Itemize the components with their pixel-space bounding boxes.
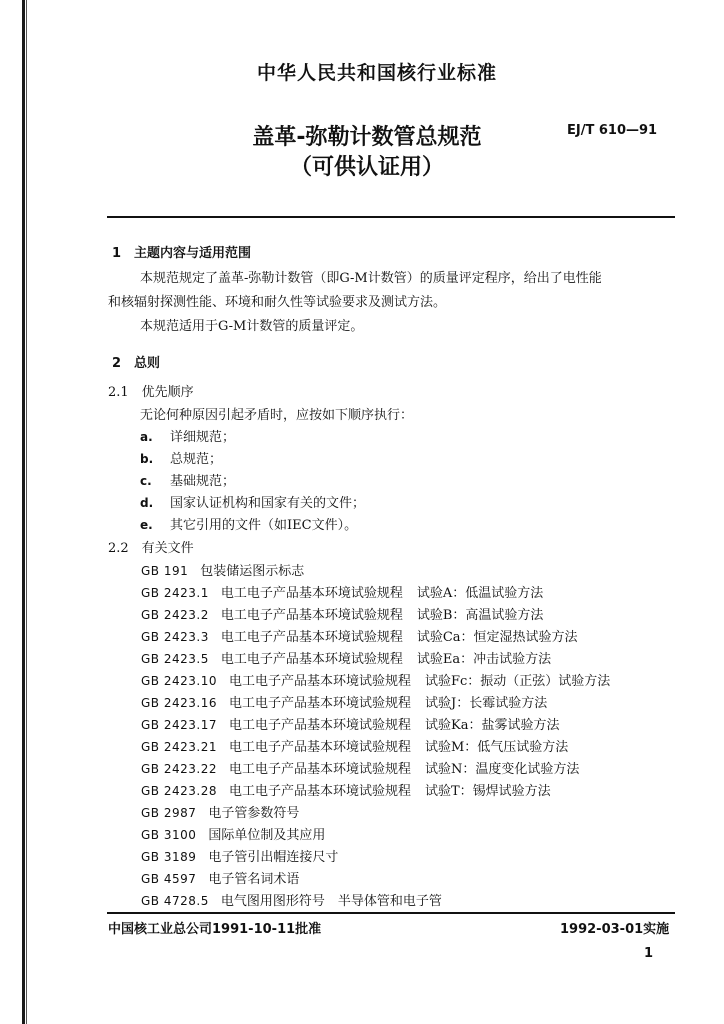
reference-desc: 电工电子产品基本环境试验规程 (228, 718, 411, 733)
reference-row (141, 780, 551, 799)
reference-row (141, 846, 338, 865)
reference-row (141, 582, 543, 601)
list-item (140, 470, 235, 489)
reference-row (141, 626, 578, 645)
reference-code: GB 3189 (141, 850, 197, 864)
reference-code: GB 4728.5 (141, 894, 209, 908)
list-item-text: 其它引用的文件（如IEC文件）。 (170, 518, 358, 533)
reference-code: GB 2423.1 (141, 586, 209, 600)
list-marker: d. (140, 496, 154, 510)
reference-desc: 电子管参数符号 (208, 806, 300, 821)
reference-desc: 电工电子产品基本环境试验规程 (220, 630, 403, 645)
reference-row (141, 560, 304, 579)
reference-desc: 电工电子产品基本环境试验规程 (220, 586, 403, 601)
reference-test: 试验N：温度变化试验方法 (424, 762, 580, 777)
list-item-text: 国家认证机构和国家有关的文件； (170, 496, 366, 511)
reference-code: GB 2423.17 (141, 718, 217, 732)
section-1-para1-line1: 本规范规定了盖革-弥勒计数管（即G-M计数管）的质量评定程序，给出了电性能 (140, 271, 602, 286)
reference-desc: 电工电子产品基本环境试验规程 (228, 784, 411, 799)
reference-row (141, 758, 579, 777)
list-item-text: 总规范； (170, 452, 223, 467)
reference-row (141, 692, 547, 711)
reference-code: GB 2423.3 (141, 630, 209, 644)
reference-desc: 电工电子产品基本环境试验规程 (228, 696, 411, 711)
reference-test: 试验M：低气压试验方法 (424, 740, 569, 755)
reference-row (141, 736, 568, 755)
reference-row (141, 714, 559, 733)
reference-row (141, 824, 325, 843)
reference-row (141, 670, 610, 689)
list-item (140, 492, 365, 511)
footer-rule (107, 912, 675, 914)
reference-desc: 电子管引出帽连接尺寸 (208, 850, 339, 865)
standard-code: EJ/T 610—91 (567, 123, 658, 138)
section-1-heading: 1 主题内容与适用范围 (112, 246, 252, 261)
section-2-1-heading: 2.1 优先顺序 (108, 385, 194, 400)
reference-code: GB 2423.22 (141, 762, 217, 776)
reference-row (141, 604, 543, 623)
reference-test: 试验Ca：恒定湿热试验方法 (416, 630, 578, 645)
reference-code: GB 4597 (141, 872, 197, 886)
list-marker: a. (140, 430, 153, 444)
reference-row (141, 868, 299, 887)
reference-desc: 电工电子产品基本环境试验规程 (228, 740, 411, 755)
reference-row (141, 648, 551, 667)
reference-test: 试验Fc：振动（正弦）试验方法 (424, 674, 611, 689)
reference-row (141, 890, 442, 909)
reference-test: 试验T：锡焊试验方法 (424, 784, 551, 799)
document-title: 盖革-弥勒计数管总规范 (252, 125, 482, 150)
reference-code: GB 3100 (141, 828, 197, 842)
approval-line: 中国核工业总公司1991-10-11批准 (108, 922, 322, 937)
reference-desc: 电工电子产品基本环境试验规程 (228, 674, 411, 689)
page-number: 1 (644, 946, 654, 961)
list-item (140, 426, 235, 445)
reference-test: 试验Ka：盐雾试验方法 (424, 718, 560, 733)
list-marker: c. (140, 474, 152, 488)
reference-code: GB 2423.2 (141, 608, 209, 622)
list-item (140, 448, 222, 467)
document-subtitle: （可供认证用） (289, 155, 444, 180)
reference-desc: 电工电子产品基本环境试验规程 (228, 762, 411, 777)
reference-code: GB 2423.16 (141, 696, 217, 710)
list-item-text: 基础规范； (170, 474, 236, 489)
section-1-para2: 本规范适用于G-M计数管的质量评定。 (140, 319, 364, 334)
reference-test: 试验A：低温试验方法 (416, 586, 544, 601)
reference-desc: 电子管名词术语 (208, 872, 300, 887)
reference-row (141, 802, 299, 821)
list-item-text: 详细规范； (170, 430, 236, 445)
list-item (140, 514, 357, 533)
section-2-heading: 2 总则 (112, 356, 161, 371)
reference-code: GB 2423.5 (141, 652, 209, 666)
list-marker: b. (140, 452, 154, 466)
section-2-2-heading: 2.2 有关文件 (108, 541, 194, 556)
standard-body-heading: 中华人民共和国核行业标准 (256, 62, 497, 84)
reference-code: GB 191 (141, 564, 189, 578)
list-marker: e. (140, 518, 153, 532)
reference-desc: 电工电子产品基本环境试验规程 (220, 652, 403, 667)
section-2-1-intro: 无论何种原因引起矛盾时，应按如下顺序执行： (140, 408, 414, 423)
reference-code: GB 2987 (141, 806, 197, 820)
header-rule (107, 216, 675, 218)
implementation-date: 1992-03-01实施 (560, 922, 670, 937)
reference-test: 试验B：高温试验方法 (416, 608, 544, 623)
reference-desc: 国际单位制及其应用 (208, 828, 326, 843)
reference-test: 试验Ea：冲击试验方法 (416, 652, 552, 667)
reference-desc: 电工电子产品基本环境试验规程 (220, 608, 403, 623)
reference-code: GB 2423.28 (141, 784, 217, 798)
reference-test: 试验J：长霉试验方法 (424, 696, 548, 711)
reference-code: GB 2423.21 (141, 740, 217, 754)
reference-desc: 包装储运图示标志 (200, 564, 305, 579)
reference-code: GB 2423.10 (141, 674, 217, 688)
section-1-para1-line2: 和核辐射探测性能、环境和耐久性等试验要求及测试方法。 (108, 295, 447, 310)
reference-desc: 电气图用图形符号 半导体管和电子管 (220, 894, 442, 909)
